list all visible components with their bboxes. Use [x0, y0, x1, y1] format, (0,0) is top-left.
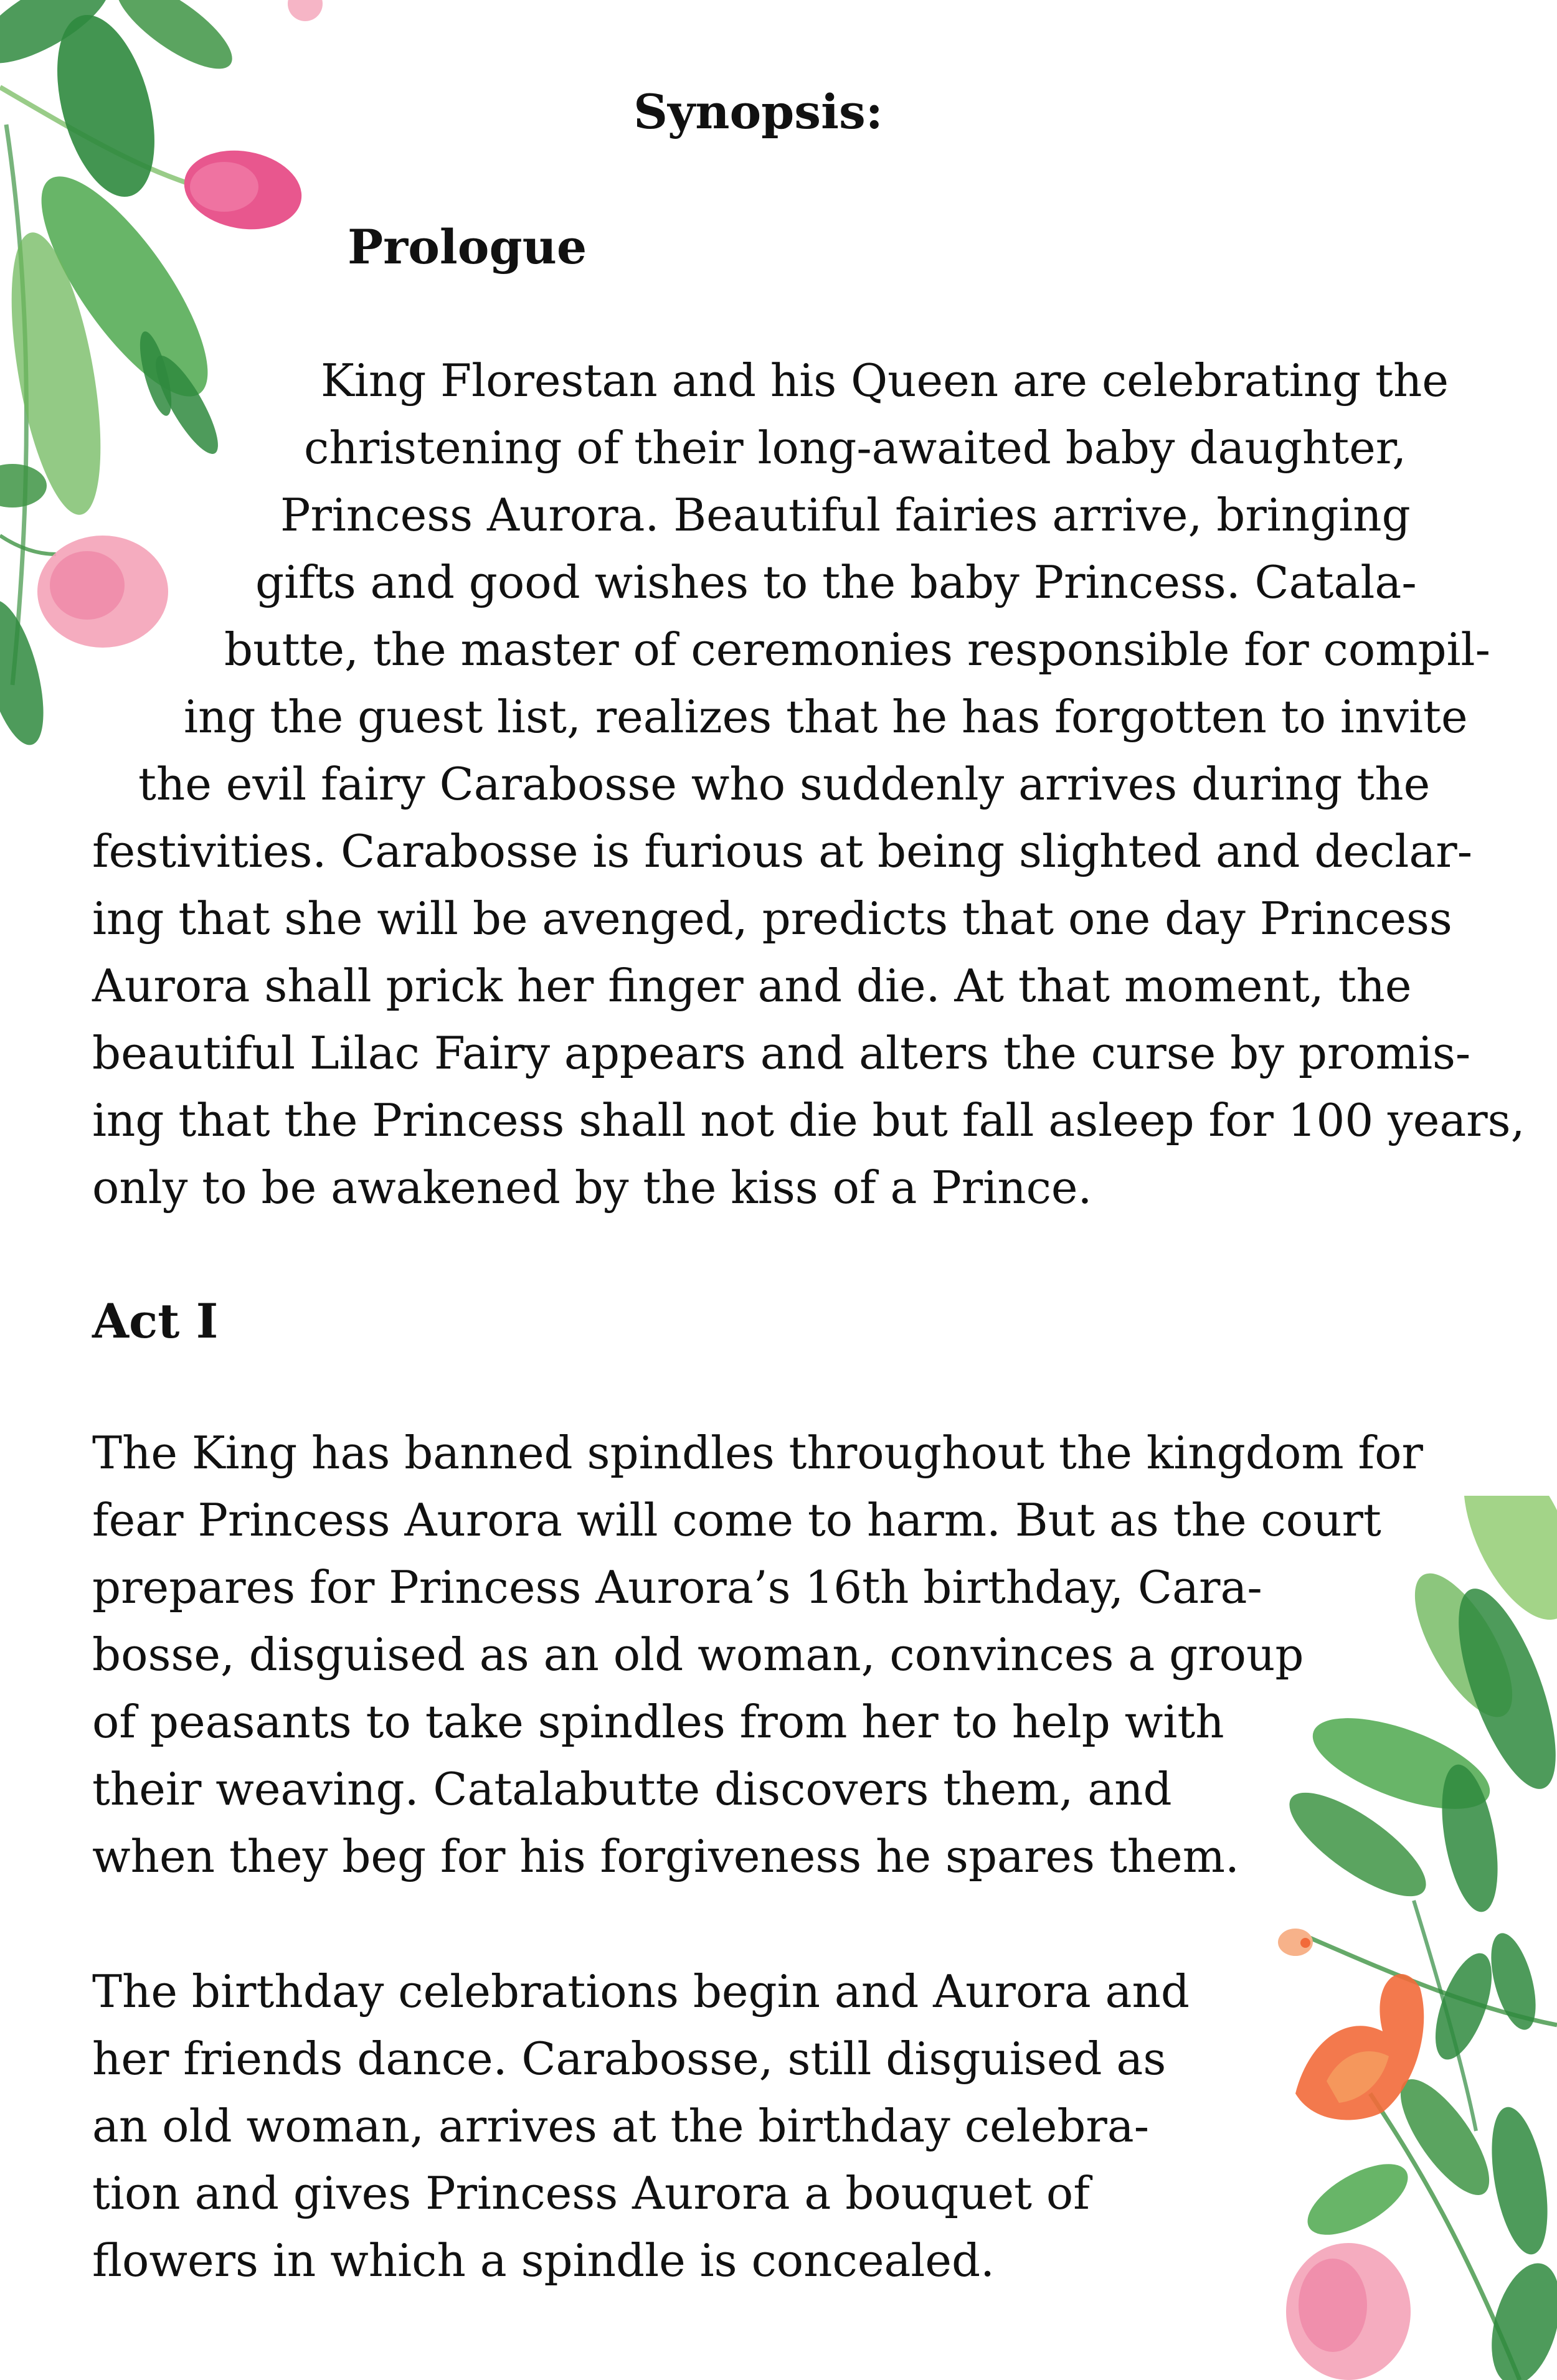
text-line: flowers in which a spindle is concealed.	[92, 2234, 995, 2287]
page-title: Synopsis:	[633, 84, 883, 139]
text-line: Princess Aurora. Beautiful fairies arrive, bringing	[280, 489, 1411, 541]
text-line: beautiful Lilac Fairy appears and alters the curse by promis-	[92, 1027, 1471, 1079]
text-line: Aurora shall prick her finger and die. At that moment, the	[92, 960, 1412, 1012]
text-line: of peasants to take spindles from her to help with	[92, 1696, 1224, 1748]
text-line: butte, the master of ceremonies responsible for compil-	[224, 623, 1490, 676]
text-line: The King has banned spindles throughout the kingdom for	[92, 1427, 1423, 1479]
section-heading-prologue: Prologue	[348, 219, 587, 275]
text-line: their weaving. Catalabutte discovers them, and	[92, 1763, 1172, 1815]
text-line: when they beg for his forgiveness he spares them.	[92, 1830, 1239, 1882]
section-heading-act-1: Act I	[92, 1293, 219, 1349]
text-line: gifts and good wishes to the baby Princess. Catala-	[255, 556, 1417, 608]
text-line: her friends dance. Carabosse, still disguised as	[92, 2033, 1167, 2085]
text-line: bosse, disguised as an old woman, convinces a group	[92, 1628, 1304, 1681]
text-line: ing that she will be avenged, predicts that one day Princess	[92, 892, 1452, 945]
text-line: King Florestan and his Queen are celebrating the	[321, 354, 1449, 407]
text-line: the evil fairy Carabosse who suddenly arrives during the	[138, 758, 1431, 810]
text-line: christening of their long-awaited baby daughter,	[304, 422, 1407, 474]
text-line: The birthday celebrations begin and Aurora and	[92, 1965, 1190, 2018]
text-line: prepares for Princess Aurora’s 16th birthday, Cara-	[92, 1561, 1262, 1613]
text-line: an old woman, arrives at the birthday celebra-	[92, 2100, 1150, 2152]
text-line: ing the guest list, realizes that he has forgotten to invite	[184, 691, 1468, 743]
text-line: tion and gives Princess Aurora a bouquet of	[92, 2167, 1090, 2219]
text-line: festivities. Carabosse is furious at being slighted and declar-	[92, 825, 1473, 877]
text-line: ing that the Princess shall not die but fall asleep for 100 years,	[92, 1094, 1525, 1146]
text-line: only to be awakened by the kiss of a Prince.	[92, 1161, 1092, 1214]
text-line: fear Princess Aurora will come to harm. But as the court	[92, 1494, 1381, 1546]
